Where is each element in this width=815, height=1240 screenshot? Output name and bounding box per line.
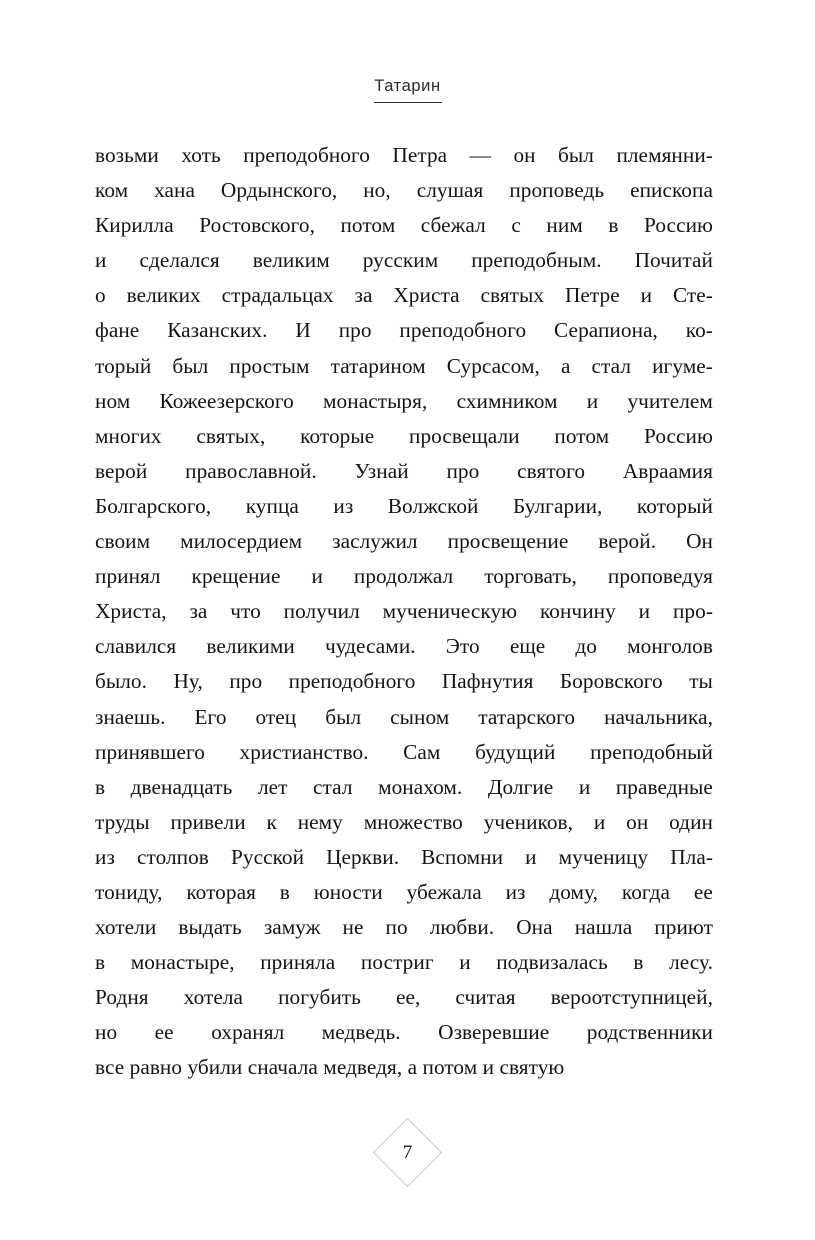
folio-inner xyxy=(373,1118,442,1187)
text-line: хотели выдать замуж не по любви. Она нашла приют xyxy=(95,915,713,940)
page-number: 7 xyxy=(402,1142,413,1163)
running-header xyxy=(0,78,815,103)
text-line: Христа, за что получил мученическую кончину и про- xyxy=(95,599,713,624)
text-line: труды привели к нему множество учеников, и он один xyxy=(95,809,713,834)
text-line: в двенадцать лет стал монахом. Долгие и праведные xyxy=(95,774,713,799)
text-line: Кирилла Ростовского, потом сбежал с ним в Россию xyxy=(95,213,713,238)
text-line: но ее охранял медведь. Озверевшие родственники xyxy=(95,1020,713,1045)
text-line: и сделался великим русским преподобным. Почитай xyxy=(95,248,713,273)
text-line: торый был простым татарином Сурсасом, а стал игуме- xyxy=(95,353,713,378)
text-line: своим милосердием заслужил просвещение верой. Он xyxy=(95,529,713,554)
text-line: принял крещение и продолжал торговать, проповедуя xyxy=(95,564,713,589)
text-line: фане Казанских. И про преподобного Серапиона, ко- xyxy=(95,318,713,343)
text-line: Родня хотела погубить ее, считая вероотступницей, xyxy=(95,985,713,1010)
text-line: все равно убили сначала медведя, а потом и святую xyxy=(95,1055,565,1080)
text-line: Болгарского, купца из Волжской Булгарии, который xyxy=(95,493,713,518)
text-line: верой православной. Узнай про святого Авраамия xyxy=(95,458,713,483)
folio xyxy=(0,1118,815,1188)
text-line: возьми хоть преподобного Петра — он был племянни- xyxy=(95,143,713,167)
text-line: славился великими чудесами. Это еще до монголов xyxy=(95,634,713,659)
text-line: тониду, которая в юности убежала из дому, когда ее xyxy=(95,879,713,904)
text-line: ном Кожеезерского монастыря, схимником и учителем xyxy=(95,388,713,413)
text-line: из столпов Русской Церкви. Вспомни и мученицу Пла- xyxy=(95,844,713,869)
body-text-block xyxy=(95,138,713,1086)
text-line: знаешь. Его отец был сыном татарского начальника, xyxy=(95,704,713,729)
running-header-rule xyxy=(374,102,442,103)
text-line: в монастыре, приняла постриг и подвизалась в лесу. xyxy=(95,950,713,975)
running-header-title: Татарин xyxy=(374,77,441,95)
text-line: принявшего христианство. Сам будущий преподобный xyxy=(95,739,713,764)
text-line: многих святых, которые просвещали потом Россию xyxy=(95,423,713,448)
text-line: ком хана Ордынского, но, слушая проповедь епископа xyxy=(95,178,713,203)
text-line: было. Ну, про преподобного Пафнутия Боровского ты xyxy=(95,669,713,694)
text-line: о великих страдальцах за Христа святых Петре и Сте- xyxy=(95,283,713,308)
